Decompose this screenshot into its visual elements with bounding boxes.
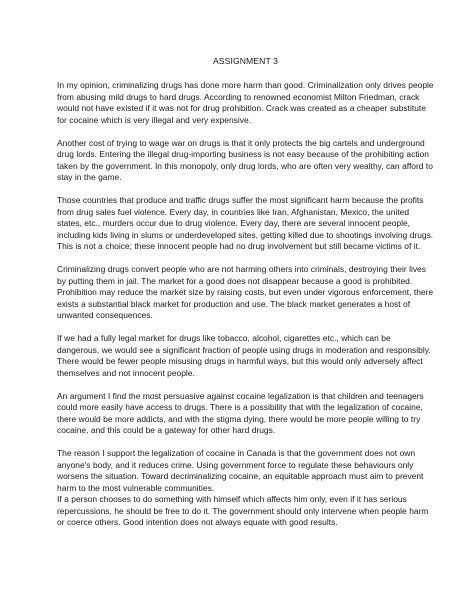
paragraph-intro: In my opinion, criminalizing drugs has done more harm than good. Criminalization only drives people from abusing mild drugs to hard drugs. According to renowned economist Milton Friedman, crack would not have existed if it was not for drug prohibition. Crack was created as a cheaper substitute for cocaine which is very illegal and very expensive. — [57, 80, 434, 125]
paragraph-violence: Those countries that produce and traffic drugs suffer the most significant harm because the profits from drug sales fuel violence. Every day, in countries like Iran, Afghanistan, Mexico, the united states, etc., murders occur due to drug violence. Every day, there are several innocent people, including kids living in slums or underdeveloped sites, getting killed due to shootings involving drugs. This is not a choice; these innocent people had no drug involvement but still became victims of it. — [57, 195, 434, 251]
paragraph-criminalizing: Criminalizing drugs convert people who are not harming others into criminals, destroying their lives by putting them in jail. The market for a good does not disappear because a good is prohibited. Prohibition may reduce the market size by raising costs, but even under vigorous enforcement, there exists a substantial black market for production and use. The black market generates a host of unwanted consequences. — [57, 264, 434, 320]
paragraph-support: The reason I support the legalization of cocaine in Canada is that the government does not own anyone's body, and it reduces crime. Using government force to regulate these behaviours only worsens the situation. Toward decriminalizing cocaine, an equitable approach must aim to prevent harm to the most vulnerable communities. — [57, 448, 424, 493]
paragraph-counterargument: An argument I find the most persuasive against cocaine legalization is that children and teenagers could more easily have access to drugs. There is a possibility that with the legalization of cocaine, there would be more addicts, and with the stigma dying, there would be more people willing to try cocaine, and this could be a gateway for other hard drugs. — [57, 390, 424, 435]
document-title: ASSIGNMENT 3 — [212, 56, 279, 66]
paragraph-cartels: Another cost of trying to wage war on drugs is that it only protects the big cartels and underground drug lords. Entering the illegal drug-importing business is not easy because of the prohibiting action taken by the government. In this monopoly, only drug lords, who are often very wealthy, can afford to stay in the game. — [57, 137, 433, 182]
paragraph-freedom: If a person chooses to do something with himself which affects him only, even if it has serious repercussions, he should be free to do it. The government should only intervene when people harm or coerce others. Good intention does not always equate with good results. — [57, 494, 429, 527]
paragraph-legal-market: If we had a fully legal market for drugs like tobacco, alcohol, cigarettes etc., which can be dangerous, we would see a significant fraction of people using drugs in moderation and responsibly. There would be fewer people misusing drugs in harmful ways, but this would only adversely affect themselves and not innocent people. — [57, 333, 431, 378]
